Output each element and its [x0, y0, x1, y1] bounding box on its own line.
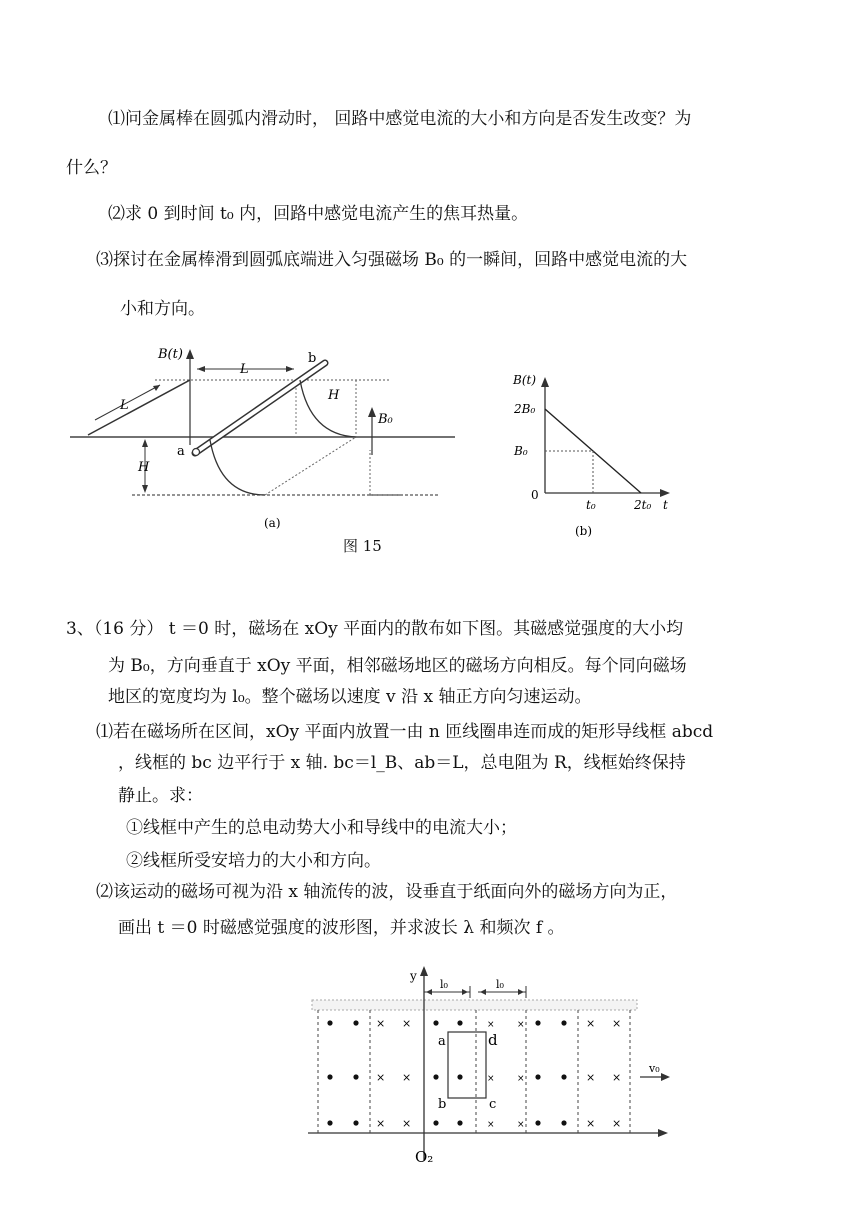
question-1-line-2: 什么？	[66, 158, 117, 178]
sub-1-item-a: ①线框中产生的总电动势大小和导线中的电流大小；	[126, 818, 517, 838]
field-out-dot	[561, 1074, 566, 1079]
field-in-cross: ×	[586, 1117, 596, 1130]
fig3-label-c: c	[489, 1097, 497, 1112]
sub-1-line-1: ⑴若在磁场所在区间，xOy 平面内放置一由 n 匝线圈串连而成的矩形导线框 abcd	[96, 722, 714, 742]
chart-origin-label: 0	[531, 488, 539, 502]
field-out-dot	[433, 1020, 438, 1025]
field-out-dot	[457, 1074, 462, 1079]
field-out-dot	[561, 1120, 566, 1125]
chart-x-tick-label: t₀	[586, 498, 596, 512]
field-in-cross: ×	[402, 1117, 412, 1130]
fig3-l0-right: l₀	[496, 978, 504, 991]
sub-2-line-1: ⑵该运动的磁场可视为沿 x 轴流传的波，设垂直于纸面向外的磁场方向为正，	[96, 882, 678, 902]
field-in-cross-small: ×	[517, 1120, 525, 1130]
fig-b-sublabel: (b)	[575, 524, 593, 538]
fig3-origin-label: O₂	[415, 1148, 434, 1166]
field-in-cross-small: ×	[517, 1020, 525, 1030]
chart-y-tick-label: 2B₀	[514, 402, 536, 416]
field-out-dot	[327, 1020, 332, 1025]
field-in-cross: ×	[612, 1071, 622, 1084]
field-out-dot	[433, 1120, 438, 1125]
field-in-cross-small: ×	[487, 1120, 495, 1130]
sub-1-item-b: ②线框所受安培力的大小和方向。	[126, 851, 381, 871]
figure-15b-chart	[505, 365, 680, 540]
sub-1-line-3: 静止。求：	[118, 786, 203, 806]
field-in-cross: ×	[376, 1071, 386, 1084]
field-out-dot	[535, 1120, 540, 1125]
fig3-y-label: y	[410, 969, 417, 983]
problem-3-line-1: 3、（16 分） t ＝0 时，磁场在 xOy 平面内的散布如下图。其磁感觉强度的大小均	[66, 619, 684, 639]
field-out-dot	[353, 1020, 358, 1025]
fig-a-h-left-label: H	[138, 460, 150, 475]
field-in-cross: ×	[586, 1071, 596, 1084]
fig-a-a-label: a	[177, 444, 185, 459]
field-out-dot	[457, 1120, 462, 1125]
field-out-dot	[457, 1020, 462, 1025]
figure-magnetic-field	[300, 960, 680, 1175]
question-3-line-2: 小和方向。	[120, 299, 205, 319]
question-2: ⑵求 0 到时间 t₀ 内，回路中感觉电流产生的焦耳热量。	[108, 204, 529, 224]
figure-15a	[60, 335, 480, 535]
field-out-dot	[327, 1120, 332, 1125]
chart-y-axis-arrow	[541, 377, 549, 387]
field-out-dot	[433, 1074, 438, 1079]
chart-y-tick-label: B₀	[514, 444, 528, 458]
fig3-label-b: b	[438, 1097, 447, 1112]
fig-a-l-top-label: L	[240, 362, 249, 377]
fig-a-sublabel: (a)	[264, 516, 281, 530]
field-in-cross: ×	[376, 1017, 386, 1030]
field-out-dot	[353, 1120, 358, 1125]
fig-a-bt-label: B(t)	[158, 347, 183, 362]
sub-1-line-2: ，线框的 bc 边平行于 x 轴. bc＝l_B、ab＝L，总电阻为 R，线框始终保持	[118, 753, 686, 773]
fig3-v0-label: v₀	[649, 1062, 660, 1075]
problem-3-line-2: 为 B₀，方向垂直于 xOy 平面，相邻磁场地区的磁场方向相反。每个同向磁场	[108, 656, 687, 676]
problem-3-line-3: 地区的宽度均为 l₀。整个磁场以速度 v 沿 x 轴正方向匀速运动。	[108, 687, 592, 707]
chart-y-label: B(t)	[513, 373, 537, 387]
fig-a-b0-label: B₀	[378, 412, 393, 427]
field-out-dot	[353, 1074, 358, 1079]
chart-x-tick-label: 2t₀	[634, 498, 652, 512]
field-in-cross-small: ×	[487, 1074, 495, 1084]
field-in-cross: ×	[586, 1017, 596, 1030]
field-out-dot	[327, 1074, 332, 1079]
field-in-cross: ×	[376, 1117, 386, 1130]
fig3-l0-left: l₀	[440, 978, 448, 991]
field-out-dot	[535, 1020, 540, 1025]
field-in-cross: ×	[612, 1117, 622, 1130]
fig3-label-d: d	[488, 1031, 498, 1049]
field-in-cross-small: ×	[487, 1020, 495, 1030]
fig-a-l-side-label: L	[120, 398, 129, 413]
question-3-line-1: ⑶探讨在金属棒滑到圆弧底端进入匀强磁场 B₀ 的一瞬间，回路中感觉电流的大	[96, 250, 688, 270]
question-1-line-1: ⑴问金属棒在圆弧内滑动时， 回路中感觉电流的大小和方向是否发生改变？为	[108, 109, 692, 129]
chart-x-axis-arrow	[660, 489, 670, 497]
field-out-dot	[535, 1074, 540, 1079]
fig-a-b-label: b	[308, 351, 317, 366]
field-out-dot	[561, 1020, 566, 1025]
sub-2-line-2: 画出 t ＝0 时磁感觉强度的波形图，并求波长 λ 和频次 f 。	[118, 918, 565, 938]
field-in-cross-small: ×	[517, 1074, 525, 1084]
field-in-cross: ×	[402, 1071, 412, 1084]
fig-a-h-right-label: H	[328, 388, 340, 403]
fig3-label-a: a	[438, 1034, 446, 1049]
chart-x-label: t	[663, 498, 668, 512]
figure-15-caption: 图 15	[343, 537, 382, 555]
field-in-cross: ×	[612, 1017, 622, 1030]
field-in-cross: ×	[402, 1017, 412, 1030]
